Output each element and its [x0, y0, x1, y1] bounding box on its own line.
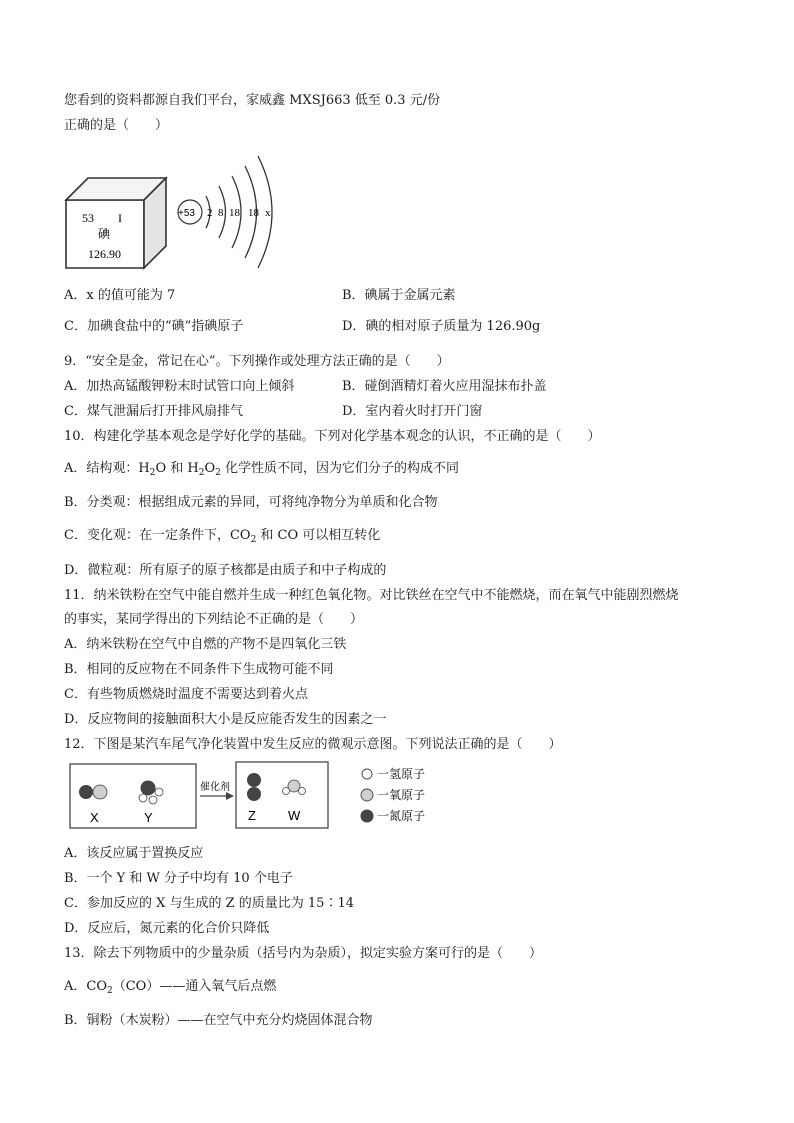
z-nitrogen-atom-2: [247, 787, 261, 801]
y-nitrogen-atom: [141, 781, 156, 796]
reaction-arrow-head: [226, 792, 234, 800]
q10-option-a: A．结构观：$H_2O$ 和 $H_2O_2$ 化学性质不同，因为它们分子的构成不同: [64, 461, 460, 478]
z-nitrogen-atom-1: [247, 773, 261, 787]
reaction-micro-diagram: [68, 760, 458, 832]
y-hydrogen-atom-1: [155, 788, 163, 796]
q10-option-c: C．变化观：在一定条件下，$CO_2$ 和 CO 可以相互转化: [64, 528, 381, 545]
q11-option-a: A．纳米铁粉在空气中自燃的产物不是四氧化三铁: [64, 637, 347, 652]
label-x: X: [90, 810, 99, 825]
label-w: W: [288, 808, 301, 823]
shell-electrons-4: 18: [248, 207, 259, 219]
q11-option-c: C．有些物质燃烧时温度不需要达到着火点: [64, 687, 308, 702]
element-name: 碘: [98, 227, 111, 241]
q12-option-b: B．一个 Y 和 W 分子中均有 10 个电子: [64, 871, 293, 886]
q10-option-d: D．微粒观：所有原子的原子核都是由质子和中子构成的: [64, 563, 387, 578]
label-z: Z: [248, 808, 256, 823]
label-y: Y: [144, 810, 153, 825]
q8-option-d: D．碘的相对原子质量为 126.90g: [342, 319, 541, 334]
header-note: 您看到的资料都源自我们平台，家威鑫 MXSJ663 低至 0.3 元/份: [64, 93, 441, 108]
atomic-mass: 126.90: [88, 247, 121, 261]
q8-option-a: A．x 的值可能为 7: [64, 288, 176, 303]
shell-electrons-1: 2: [207, 207, 213, 219]
q8-stem-tail: 正确的是（ ）: [64, 118, 169, 133]
legend-oxygen-icon: [361, 789, 373, 801]
q9-option-c: C．煤气泄漏后打开排风扇排气: [64, 404, 243, 419]
x-oxygen-atom: [93, 785, 107, 799]
q8-option-c: C．加碘食盐中的“碘”指碘原子: [64, 319, 244, 334]
shell-electrons-3: 18: [229, 207, 240, 219]
q12-stem: 12．下图是某汽车尾气净化装置中发生反应的微观示意图。下列说法正确的是（ ）: [64, 737, 562, 752]
shell-electrons-2: 8: [218, 207, 224, 219]
q11-stem-line2: 的事实，某同学得出的下列结论不正确的是（ ）: [64, 612, 364, 627]
q13-option-b: B．铜粉（木炭粉）——在空气中充分灼烧固体混合物: [64, 1013, 373, 1028]
legend-hydrogen-icon: [362, 769, 372, 779]
atomic-number: 53: [82, 211, 94, 225]
legend-hydrogen-text: 一氢原子: [377, 767, 426, 781]
q11-option-d: D．反应物间的接触面积大小是反应能否发生的因素之一: [64, 712, 387, 727]
iodine-element-figure: [64, 140, 284, 272]
q10-option-b: B．分类观：根据组成元素的异同，可将纯净物分为单质和化合物: [64, 495, 438, 510]
q12-option-d: D．反应后，氮元素的化合价只降低: [64, 921, 270, 936]
y-hydrogen-atom-2: [139, 794, 147, 802]
q12-option-a: A．该反应属于置换反应: [64, 846, 204, 861]
q9-option-d: D．室内着火时打开门窗: [342, 404, 483, 419]
q13-stem: 13．除去下列物质中的少量杂质（括号内为杂质），拟定实验方案可行的是（ ）: [64, 946, 543, 961]
shell-electrons-5: x: [265, 207, 271, 219]
q13-option-a: A．$CO_2(CO)——$通入氧气后点燃: [64, 979, 277, 996]
catalyst-label: 催化剂: [200, 782, 230, 793]
q12-option-c: C．参加反应的 X 与生成的 Z 的质量比为 15∶14: [64, 896, 354, 911]
legend-nitrogen-text: 一氮原子: [377, 809, 426, 823]
q8-option-b: B．碘属于金属元素: [342, 288, 456, 303]
q9-option-a: A．加热高锰酸钾粉末时试管口向上倾斜: [64, 379, 295, 394]
x-nitrogen-atom: [79, 785, 93, 799]
y-hydrogen-atom-3: [149, 796, 157, 804]
legend-nitrogen-icon: [361, 810, 374, 823]
q10-stem: 10．构建化学基本观念是学好化学的基础。下列对化学基本观念的认识，不正确的是（ ）: [64, 429, 601, 444]
w-hydrogen-atom-2: [299, 788, 306, 795]
nucleus-charge: +53: [178, 208, 195, 219]
q9-option-b: B．碰倒酒精灯着火应用湿抹布扑盖: [342, 379, 547, 394]
w-hydrogen-atom-1: [283, 788, 290, 795]
q11-stem-line1: 11．纳米铁粉在空气中能自燃并生成一种红色氧化物。对比铁丝在空气中不能燃烧，而在氧气中能剧烈燃烧: [64, 588, 679, 603]
element-symbol: I: [118, 211, 122, 225]
q9-stem: 9．“安全是金，常记在心”。下列操作或处理方法正确的是（ ）: [64, 354, 450, 369]
legend-oxygen-text: 一氧原子: [377, 788, 426, 802]
q11-option-b: B．相同的反应物在不同条件下生成物可能不同: [64, 662, 334, 677]
